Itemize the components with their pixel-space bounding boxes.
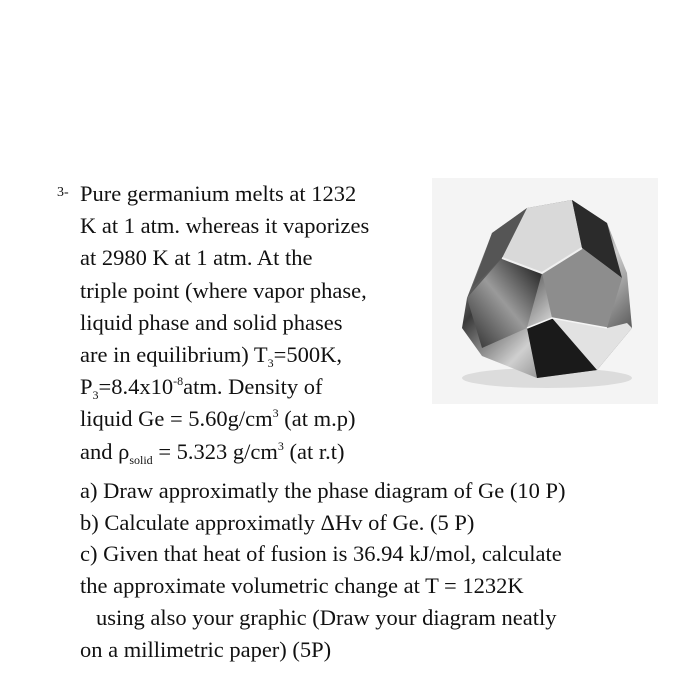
liquid-density-tail: (at m.p) — [278, 406, 356, 431]
text-line-4: triple point (where vapor phase, — [80, 278, 367, 303]
question-number: 3- — [57, 185, 69, 200]
text-line-1: Pure germanium melts at 1232 — [80, 181, 357, 206]
triple-t-subscript: 3 — [267, 356, 274, 370]
p-subscript: 3 — [92, 388, 99, 402]
solid-density-subscript: solid — [129, 453, 153, 467]
liquid-density-text: liquid Ge = 5.60g/cm — [80, 406, 273, 431]
p-lead: P — [80, 374, 93, 399]
solid-density-tail: (at r.t) — [283, 439, 345, 464]
part-c-line-2: the approximate volumetric change at T = 1232K — [80, 573, 524, 598]
part-c-line-4: on a millimetric paper) (5P) — [80, 637, 332, 662]
p-exponent: -8 — [173, 374, 184, 388]
liquid-density-exponent: 3 — [272, 406, 279, 420]
part-c-line-3: using also your graphic (Draw your diagram neatly — [96, 605, 557, 630]
solid-density-exponent: 3 — [277, 439, 284, 453]
text-line-2: K at 1 atm. whereas it vaporizes — [80, 213, 370, 238]
solid-density-lead: and ρ — [80, 439, 130, 464]
triple-t-lead: are in equilibrium) T — [80, 342, 268, 367]
liquid-density-line — [80, 403, 356, 435]
solid-density-value: = 5.323 g/cm — [152, 439, 278, 464]
triple-point-pressure-line — [80, 371, 322, 403]
solid-density-line — [80, 436, 344, 468]
germanium-crystal-illustration — [432, 178, 658, 404]
germanium-crystal-photo — [432, 178, 658, 404]
part-a: a) Draw approximatly the phase diagram of Ge (10 P) — [80, 478, 566, 503]
p-value: =8.4x10 — [98, 374, 174, 399]
part-c: c) Given that heat of fusion is 36.94 kJ/mol, calculate — [80, 541, 562, 566]
text-line-5: liquid phase and solid phases — [80, 310, 343, 335]
text-line-3: at 2980 K at 1 atm. At the — [80, 245, 313, 270]
part-b: b) Calculate approximatly ΔHv of Ge. (5 P) — [80, 510, 475, 535]
triple-point-temperature-line — [80, 339, 342, 371]
p-tail: atm. Density of — [183, 374, 323, 399]
triple-t-value: =500K, — [273, 342, 342, 367]
